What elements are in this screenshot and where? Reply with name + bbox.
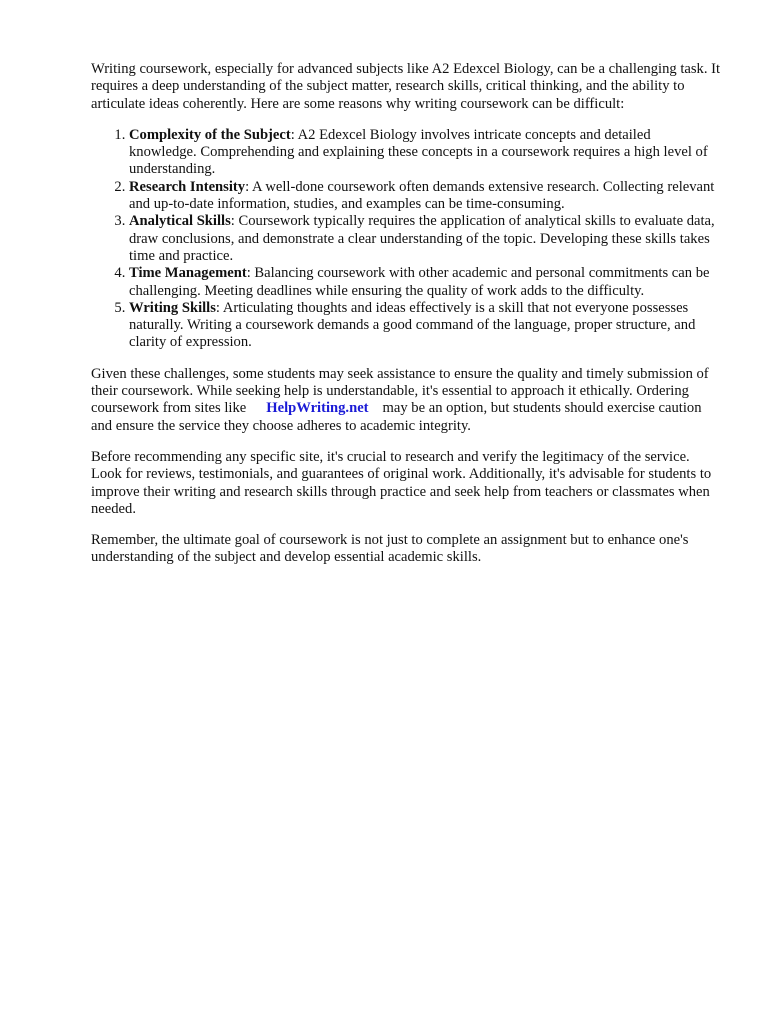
reason-term: Research Intensity	[129, 178, 246, 195]
reason-term: Analytical Skills	[129, 213, 231, 230]
reason-term: Writing Skills	[129, 299, 216, 316]
reason-separator: :	[245, 178, 250, 195]
intro-paragraph: Writing coursework, especially for advanced subjects like A2 Edexcel Biology, can be a challenging task. It requires a deep understanding of the subject matter, research skills, critical thinking, and the ability to articulate ideas coherently. Here are some reasons why writing coursework can be difficult:	[91, 61, 721, 112]
reason-text: A2 Edexcel Biology involves intricate concepts and detailed knowledge. Comprehending and explaining these concepts in a coursework requires a high level of understanding.	[129, 126, 708, 178]
reason-separator: :	[246, 265, 251, 282]
document-page	[91, 61, 721, 581]
reason-text: Coursework typically requires the application of analytical skills to evaluate data, draw conclusions, and demonstrate a clear understanding of the topic. Developing these skills takes time and practice.	[129, 213, 715, 264]
list-item	[129, 300, 721, 352]
reason-term: Time Management	[129, 265, 247, 282]
list-item	[129, 179, 721, 214]
closing-paragraph: Remember, the ultimate goal of coursework is not just to complete an assignment but to enhance one's understanding of the subject and develop essential academic skills.	[91, 532, 689, 566]
verify-paragraph: Before recommending any specific site, it's crucial to research and verify the legitimacy of the service. Look for reviews, testimonials, and guarantees of original work. Additionally, it's advisable for students to improve their writing and research skills through practice and seek help from teachers or classmates when needed.	[91, 448, 712, 517]
list-item	[129, 127, 721, 179]
reasons-list	[91, 127, 721, 352]
reason-separator: :	[290, 126, 295, 143]
challenge-text-before: Given these challenges, some students may seek assistance to ensure the quality and timely submission of their coursework. While seeking help is understandable, it's essential to approach it ethically. Ordering coursework from sites like	[91, 365, 709, 417]
reason-term: Complexity of the Subject	[129, 126, 291, 143]
reason-text: Balancing coursework with other academic and personal commitments can be challenging. Meeting deadlines while ensuring the quality of work adds to the difficulty.	[129, 265, 710, 299]
list-item	[129, 213, 721, 265]
list-item	[129, 265, 721, 300]
reason-text: A well-done coursework often demands extensive research. Collecting relevant and up-to-date information, studies, and examples can be time-consuming.	[129, 178, 715, 213]
reason-separator: :	[230, 213, 235, 230]
reason-separator: :	[215, 299, 220, 316]
challenge-paragraph	[91, 366, 721, 435]
helpwriting-link[interactable]: HelpWriting.net	[266, 400, 369, 417]
challenge-text-after: may be an option, but students should exercise caution and ensure the service they choose adheres to academic integrity.	[91, 400, 702, 434]
reason-text: Articulating thoughts and ideas effectively is a skill that not everyone possesses naturally. Writing a coursework demands a good command of the language, proper structure, and clarity of expression.	[129, 299, 696, 351]
